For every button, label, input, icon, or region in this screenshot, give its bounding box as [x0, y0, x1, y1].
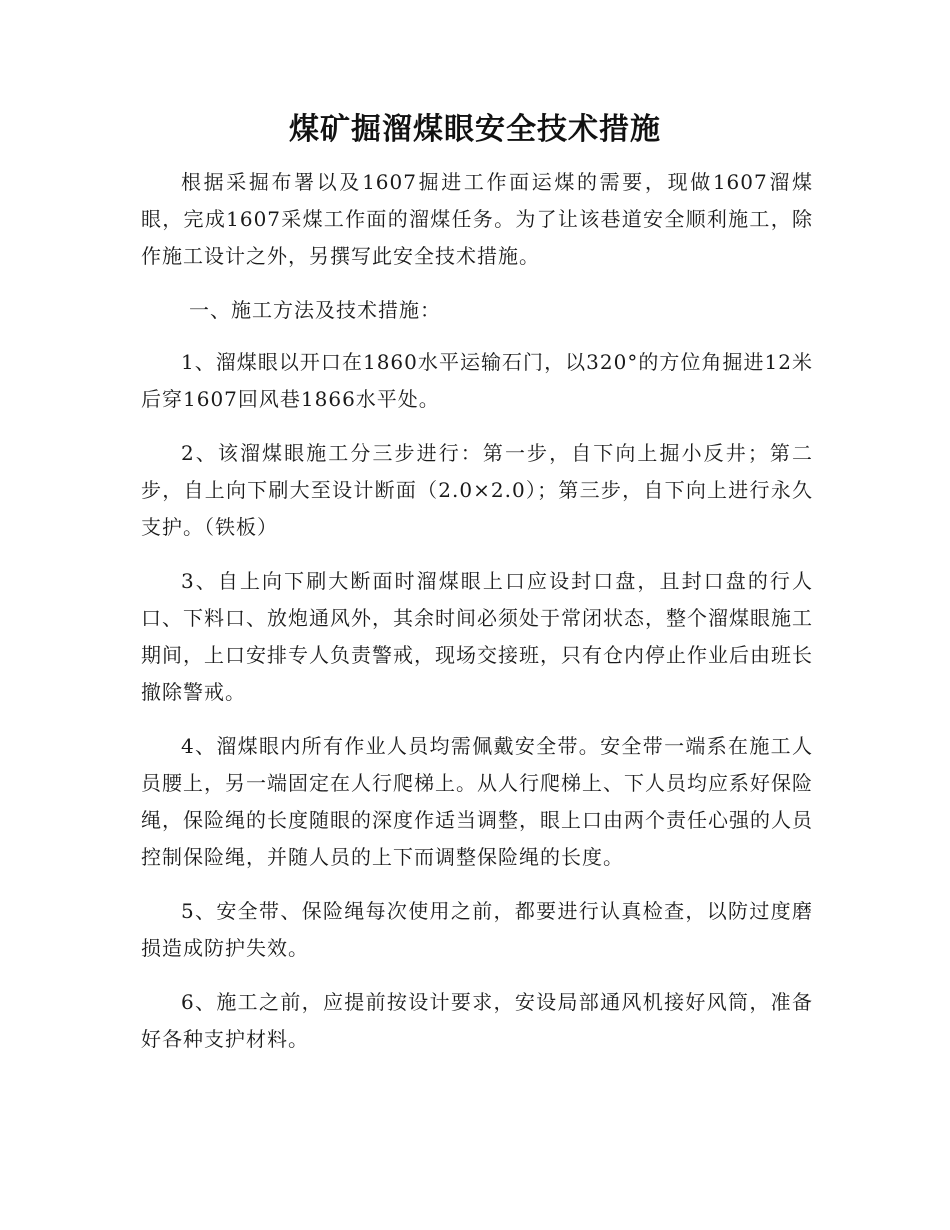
intro-paragraph: 根据采掘布署以及1607掘进工作面运煤的需要，现做1607溜煤眼，完成1607采煤工作面的溜煤任务。为了让该巷道安全顺利施工，除作施工设计之外，另撰写此安全技术措施。 — [141, 170, 813, 268]
measure-item-4: 4、溜煤眼内所有作业人员均需佩戴安全带。安全带一端系在施工人员腰上，另一端固定在人行爬梯上。从人行爬梯上、下人员均应系好保险绳，保险绳的长度随眼的深度作适当调整，眼上口由两个责任心强的人员控制保险绳，并随人员的上下而调整保险绳的长度。 — [141, 734, 813, 869]
measure-item-3: 3、自上向下刷大断面时溜煤眼上口应设封口盘，且封口盘的行人口、下料口、放炮通风外，其余时间必须处于常闭状态，整个溜煤眼施工期间，上口安排专人负责警戒，现场交接班，只有仓内停止作业后由班长撤除警戒。 — [141, 569, 813, 704]
measure-item-1: 1、溜煤眼以开口在1860水平运输石门，以320°的方位角掘进12米后穿1607回风巷1866水平处。 — [141, 350, 813, 411]
measure-item-2: 2、该溜煤眼施工分三步进行：第一步，自下向上掘小反井；第二步，自上向下刷大至设计断面（2.0×2.0）；第三步，自下向上进行永久支护。（铁板） — [141, 441, 813, 539]
measure-item-6: 6、施工之前，应提前按设计要求，安设局部通风机接好风筒，准备好各种支护材料。 — [141, 990, 813, 1051]
measure-item-5: 5、安全带、保险绳每次使用之前，都要进行认真检查，以防过度磨损造成防护失效。 — [141, 899, 813, 960]
document-body — [141, 164, 813, 1075]
document-title: 煤矿掘溜煤眼安全技术措施 — [289, 112, 661, 147]
section-heading: 一、施工方法及技术措施： — [189, 298, 441, 322]
